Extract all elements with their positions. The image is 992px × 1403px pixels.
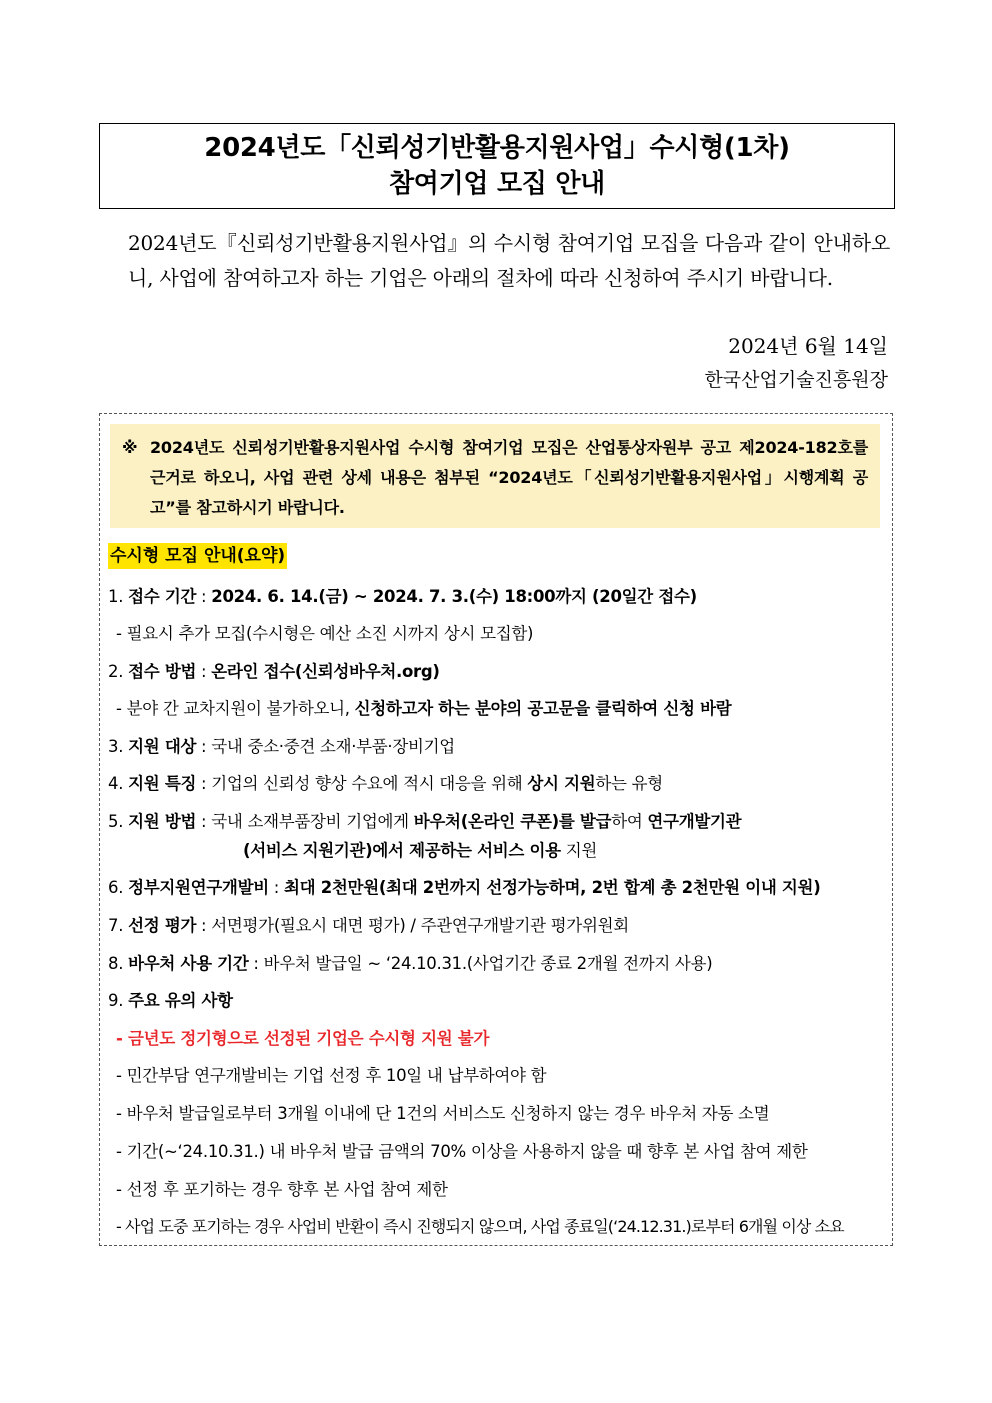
item-value: 국내 중소·중견 소재·부품·장비기업 [211,737,455,756]
item-reception-method [108,657,886,687]
item-value: 최대 2천만원(최대 2번까지 선정가능하며, 2번 합계 총 2천만원 이내 지원) [284,878,821,897]
item-number: 7. [108,916,129,935]
reference-mark-icon: ※ [122,438,138,457]
item-separator: : [268,878,285,897]
item-separator: : [196,916,212,935]
title-line-2: 참여기업 모집 안내 [388,169,606,199]
item-separator: : [196,662,212,681]
item-number: 2. [108,662,129,681]
item-reception-period [108,582,886,612]
summary-heading: 수시형 모집 안내(요약) [108,543,287,569]
item-number: 4. [108,774,129,793]
item-number: 3. [108,737,129,756]
item-reception-method-note [116,694,894,724]
item-emphasis: 바우처(온라인 쿠폰)를 발급 [413,812,612,831]
item-support-feature [108,769,886,799]
item-number: 8. [108,954,129,973]
item-label: 지원 대상 [128,737,197,756]
title-line-1: 2024년도「신뢰성기반활용지원사업」수시형(1차) [204,133,790,163]
item-label: 지원 특징 [128,774,197,793]
precaution-item: - 바우처 발급일로부터 3개월 이내에 단 1건의 서비스도 신청하지 않는 경우 바우처 자동 소멸 [116,1104,770,1123]
item-evaluation [108,911,886,941]
item-value: 바우처 발급일 ~ ‘24.10.31.(사업기간 종료 2개월 전까지 사용) [263,954,713,973]
item-support-target [108,732,886,762]
item-separator: : [196,812,212,831]
item-label: 선정 평가 [128,916,197,935]
item-value: 국내 소재부품장비 기업에게 [211,812,414,831]
item-value: 온라인 접수(신뢰성바우처.org) [211,662,440,681]
precaution-item: - 민간부담 연구개발비는 기업 선정 후 10일 내 납부하여야 함 [116,1066,547,1085]
item-number: 5. [108,812,129,831]
item-label: 주요 유의 사항 [128,991,233,1010]
precaution-item: - 기간(~‘24.10.31.) 내 바우처 발급 금액의 70% 이상을 사용하지 않을 때 향후 본 사업 참여 제한 [116,1142,808,1161]
item-value: 서면평가(필요시 대면 평가) / 주관연구개발기관 평가위원회 [211,916,629,935]
item-label: 지원 방법 [128,812,197,831]
item-label: 정부지원연구개발비 [128,878,269,897]
item-support-method [108,807,886,837]
item-emphasis: 상시 지원 [527,774,596,793]
title-box [99,123,895,209]
precaution-item: - 선정 후 포기하는 경우 향후 본 사업 참여 제한 [116,1180,448,1199]
item-precautions [108,986,886,1016]
item-value: 기업의 신뢰성 향상 수요에 적시 대응을 위해 [211,774,528,793]
item-value: 2024. 6. 14.(금) ~ 2024. 7. 3.(수) 18:00까지 (20일간 접수) [211,587,697,606]
precaution-item: - 금년도 정기형으로 선정된 기업은 수시형 지원 불가 [116,1029,490,1048]
item-number: 6. [108,878,129,897]
item-separator: : [196,774,212,793]
item-separator: : [196,587,212,606]
item-label: 접수 기간 [128,587,197,606]
item-emphasis: (서비스 지원기관)에서 제공하는 서비스 이용 [243,841,561,860]
item-voucher-period [108,949,886,979]
intro-paragraph: 2024년도『신뢰성기반활용지원사업』의 수시형 참여기업 모집을 다음과 같이 안내하오니, 사업에 참여하고자 하는 기업은 아래의 절차에 따라 신청하여 주시기 바랍니다. [128,231,890,290]
precaution-item: - 사업 도중 포기하는 경우 사업비 반환이 즉시 진행되지 않으며, 사업 종료일(‘24.12.31.)로부터 6개월 이상 소요 [116,1217,844,1236]
item-number: 1. [108,587,129,606]
notice-box [110,424,880,528]
item-separator: : [196,737,212,756]
item-label: 바우처 사용 기간 [128,954,249,973]
note-emphasis: 신청하고자 하는 분야의 공고문을 클릭하여 신청 바람 [354,699,732,718]
notice-text: 2024년도 신뢰성기반활용지원사업 수시형 참여기업 모집은 산업통상자원부 공고 제2024-182호를 근거로 하오니, 사업 관련 상세 내용은 첨부된 “2024년도「신뢰성기반활용지원사업」시행계획 공고”를 참고하시기 바랍니다. [150,438,868,517]
item-emphasis-2: 연구개발기관 [647,812,742,831]
item-label: 접수 방법 [128,662,197,681]
issuer: 한국산업기술진흥원장 [704,369,888,391]
item-number: 9. [108,991,129,1010]
item-gov-funding [108,873,886,903]
note-text: - 분야 간 교차지원이 불가하오니, [116,699,355,718]
announcement-date: 2024년 6월 14일 [728,334,888,358]
item-value-end: 하는 유형 [595,774,663,793]
item-value-mid: 하여 [611,812,648,831]
item-value-end: 지원 [560,841,597,860]
item-reception-period-note: - 필요시 추가 모집(수시형은 예산 소진 시까지 상시 모집함) [116,624,534,643]
item-separator: : [248,954,264,973]
item-support-method-cont [243,836,883,866]
